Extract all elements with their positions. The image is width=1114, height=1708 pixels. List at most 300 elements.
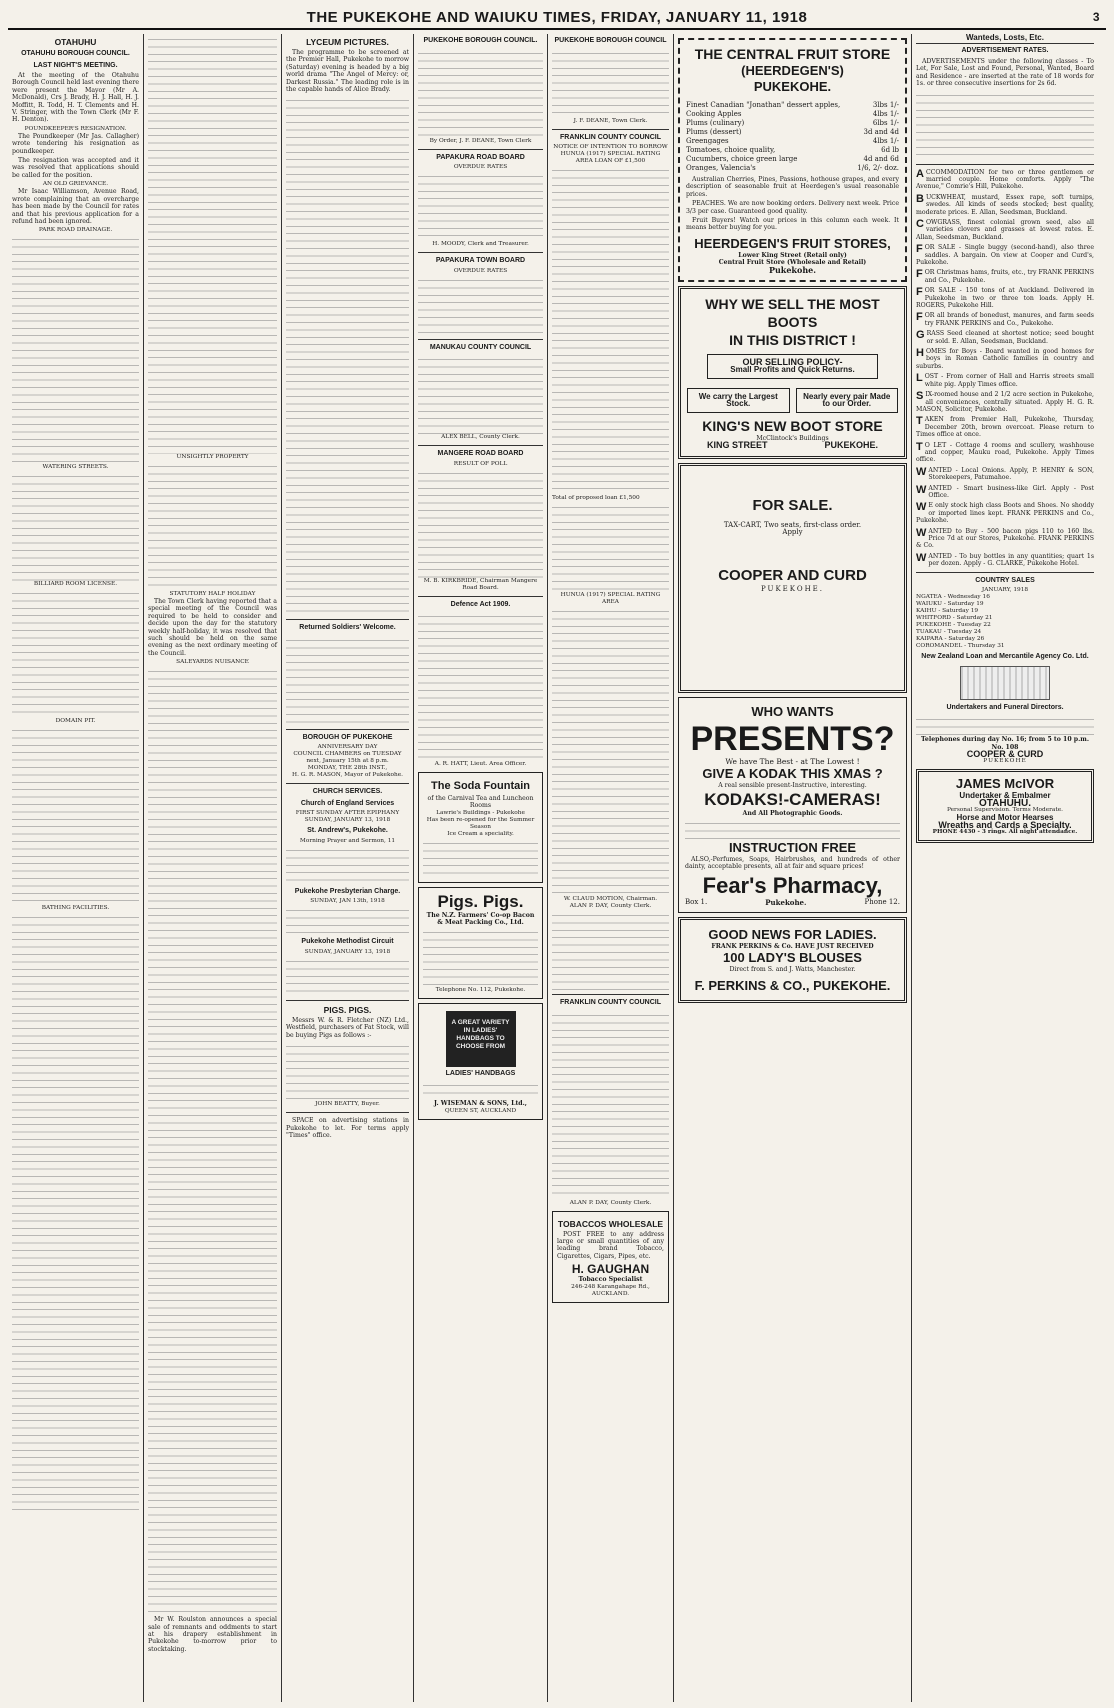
notice-heading: MANGERE ROAD BOARD (437, 450, 524, 457)
instruction-headline: INSTRUCTION FREE (728, 839, 857, 855)
classified-text: CCOMMODATION for two or three gentlemen or married couple. Home comforts. Apply "The Avenue," Comrie's Hill, Pukekohe. (916, 168, 1094, 191)
pigs-company: The N.Z. Farmers' Co-op Bacon & Meat Packing Co., Ltd. (426, 911, 535, 927)
pharmacy-ad (678, 697, 907, 913)
classified-ad (916, 312, 1094, 327)
presents-headline: PRESENTS? (690, 719, 895, 758)
article-paragraph: The Poundkeeper (Mr Jas. Callagher) wrote tendering his resignation as poundkeeper. (12, 132, 139, 155)
fruit-store-ad (678, 38, 907, 282)
classified-text: O LET - Cottage 4 rooms and scullery, washhouse and copper, Mauku road, Pukekohe. Apply Times office. (916, 441, 1094, 464)
country-sale-item: KAIPARA - Saturday 26 (916, 636, 985, 643)
mcivor-ad (916, 769, 1094, 843)
mcivor-wreaths: Wreaths and Cards a Specialty. (938, 819, 1072, 830)
subheading: UNSIGHTLY PROPERTY (176, 454, 249, 460)
country-sale-item: NGATEA - Wednesday 16 (916, 594, 990, 601)
kodak-text: A real sensible present-Instructive, interesting. (718, 781, 867, 789)
classified-ad (916, 502, 1094, 524)
masthead (8, 6, 1106, 30)
fruit-price: 6d lb (881, 146, 899, 154)
body-text-filler (423, 1080, 538, 1100)
country-sale-item: PUKEKOHE - Tuesday 22 (916, 622, 991, 629)
divider (418, 596, 543, 597)
classified-text: ANTED to Buy - 500 bacon pigs 110 to 160 lbs. Price 7d at our Stores, Pukekohe. FRANK PERKINS & Co. (916, 527, 1094, 550)
masthead-title: THE PUKEKOHE AND WAIUKU TIMES, FRIDAY, JANUARY 11, 1918 (306, 8, 808, 26)
columns (8, 34, 1106, 1702)
classified-ad (916, 269, 1094, 284)
divider (418, 252, 543, 253)
blouses-source: Direct from S. and J. Watts, Manchester. (729, 966, 856, 974)
boots-town: PUKEKOHE. (824, 440, 878, 451)
kodak-headline: GIVE A KODAK THIS XMAS ? (702, 765, 883, 781)
sale-apply: Apply (782, 527, 803, 536)
divider (552, 994, 669, 995)
classified-initial: W (916, 483, 927, 496)
mcivor-town: OTAHUHU. (978, 797, 1032, 809)
classified-ad (916, 528, 1094, 550)
subheading: AN OLD GRIEVANCE. (42, 181, 109, 188)
notice-subheading: RESULT OF POLL (453, 460, 508, 467)
fruit-name: Oranges, Valencia's (686, 164, 756, 172)
classified-initial: A (916, 167, 924, 180)
notice-heading: MANUKAU COUNTY COUNCIL (429, 343, 532, 351)
body-text-filler (418, 275, 543, 335)
notice-heading: Defence Act 1909. (450, 600, 511, 608)
notice-signature: H. MOODY, Clerk and Treasurer. (432, 241, 529, 247)
boots-headline: WHY WE SELL THE MOST BOOTS (705, 296, 880, 331)
tobacco-text: POST FREE to any address large or small quantities of any leading brand Tobacco, Cigarettes, Cigars, Pipes, etc. (557, 1230, 664, 1260)
divider (552, 129, 669, 130)
fruit-name: Plums (dessert) (686, 128, 742, 136)
classified-ad (916, 348, 1094, 370)
boots-policy (707, 354, 878, 379)
body-text-filler (552, 606, 669, 896)
body-text-filler (286, 845, 409, 885)
notice-signature: By Order, J. F. DEANE, Town Clerk (429, 137, 532, 144)
notice-heading: PUKEKOHE BOROUGH COUNCIL (554, 37, 667, 44)
divider (286, 619, 409, 620)
sale-heading: FOR SALE. (752, 496, 833, 514)
body-text-filler (552, 910, 669, 990)
article-paragraph: The Town Clerk having reported that a special meeting of the Council was required to be held to consider and decide upon the day for the statutory weekly half-holiday, it was resolved that such should be held on the same evening as the next ordinary meeting of the Council. (148, 598, 277, 657)
fruit-name: Tomatoes, choice quality, (686, 146, 776, 154)
tobacco-specialist: Tobacco Specialist (578, 1276, 643, 1284)
fruit-price-row (686, 155, 899, 164)
country-sale-item: KAIHU - Saturday 19 (916, 608, 979, 615)
article-paragraph: Messrs W. & R. Fletcher (NZ) Ltd., Westfield, purchasers of Fat Stock, will be buying Pigs as follows :- (286, 1016, 409, 1039)
classified-initial: C (916, 217, 924, 230)
mcivor-phone: PHONE 4430 - 3 rings. All night attendance. (932, 828, 1078, 835)
blouses-headline: GOOD NEWS FOR LADIES. (708, 926, 877, 942)
fruit-address: Central Fruit Store (Wholesale and Retail) (718, 259, 867, 267)
tobacco-address: 246-248 Karangahape Rd., AUCKLAND. (571, 1283, 650, 1297)
body-text-filler (12, 234, 139, 464)
council-heading: OTAHUHU BOROUGH COUNCIL. (21, 50, 130, 57)
divider (418, 445, 543, 446)
cameras-sub: And All Photographic Goods. (742, 810, 843, 818)
fruit-buyers: Fruit Buyers! Watch our prices in this column each week. It means better buying for you. (686, 217, 899, 232)
body-text-filler (418, 171, 543, 241)
boots-policy-title: OUR SELLING POLICY- (742, 357, 843, 368)
subheading: BATHING FACILITIES. (41, 905, 110, 912)
notice-heading: PAPAKURA TOWN BOARD (435, 257, 526, 264)
boots-policy-text: Small Profits and Quick Returns. (730, 365, 855, 375)
church-sub-heading: Church of England Services (300, 799, 395, 807)
subheading: STATUTORY HALF HOLIDAY (169, 591, 256, 597)
body-text-filler (685, 818, 900, 840)
subheading: POUNDKEEPER'S RESIGNATION. (24, 125, 127, 132)
body-text-filler (286, 905, 409, 935)
classified-initial: T (916, 415, 923, 428)
loan-total: Total of proposed loan £1,500 (552, 495, 640, 501)
pharmacy-town: Pukekohe. (765, 897, 807, 907)
notice-heading: FRANKLIN COUNTY COUNCIL (560, 999, 661, 1006)
classified-initial: F (916, 311, 923, 324)
blouses-count: 100 LADY'S BLOUSES (723, 950, 862, 966)
pharmacy-phone: Phone 12. (864, 897, 900, 906)
classified-initial: F (916, 268, 923, 281)
country-sale-item: COROMANDEL - Thursday 31 (916, 643, 1005, 650)
classified-initial: H (916, 347, 924, 360)
pigs-ad (418, 887, 543, 999)
notice-subheading: NOTICE OF INTENTION TO BORROW (553, 144, 668, 150)
notice-subheading: OVERDUE RATES (453, 164, 508, 170)
handbag-illustration (446, 1011, 516, 1067)
soda-line: of the Carnival Tea and Luncheon Rooms (427, 795, 534, 810)
tobacco-name: H. GAUGHAN (571, 1262, 650, 1277)
fruit-name: Cooking Apples (686, 110, 742, 118)
classified-initial: W (916, 465, 927, 478)
body-text-filler (12, 588, 139, 718)
body-text-filler (552, 502, 669, 592)
fruit-price-list (686, 101, 899, 173)
body-text-filler (916, 714, 1094, 736)
soda-line: Has been re-opened for the Summer Season (426, 816, 535, 830)
classified-initial: W (916, 501, 927, 514)
divider (418, 339, 543, 340)
fruit-name: Cucumbers, choice green large (686, 155, 798, 163)
boot-store-ad (678, 286, 907, 458)
church-sub-heading: St. Andrew's, Pukekohe. (307, 827, 388, 835)
classified-list (916, 169, 1094, 568)
country-sales-date: JANUARY, 1918 (981, 587, 1029, 594)
body-text-filler (423, 838, 538, 878)
boots-store-name: KING'S NEW BOOT STORE (702, 417, 883, 434)
body-text-filler (418, 48, 543, 138)
body-text-filler (418, 468, 543, 578)
notice-signature: M. B. KIRKBRIDE, Chairman Mangere Road Board. (423, 577, 538, 591)
presents-also: ALSO,-Perfumes, Soaps, Hairbrushes, and hundreds of other dainty, acceptable presents, all at fair and square prices! (685, 855, 900, 871)
notice-signature: W. CLAUD MOTION, Chairman. (563, 896, 658, 902)
boots-headline: IN THIS DISTRICT ! (729, 332, 856, 349)
pigs-phone: Telephone No. 112, Pukekohe. (435, 986, 526, 993)
body-text-filler (12, 912, 139, 1512)
classified-initial: T (916, 440, 923, 453)
fruit-name: Finest Canadian "Jonathan" dessert apples, (686, 101, 841, 109)
soda-heading: The Soda Fountain (431, 780, 530, 792)
classifieds-header: Wanteds, Losts, Etc. (916, 34, 1094, 44)
notice-heading: PUKEKOHE BOROUGH COUNCIL. (423, 37, 538, 44)
body-text-filler (552, 1010, 669, 1200)
boots-street: KING STREET (707, 440, 768, 451)
soda-fountain-ad (418, 772, 543, 883)
fruit-name: Plums (culinary) (686, 119, 745, 127)
column-continuation (144, 34, 282, 1702)
classified-ad (916, 553, 1094, 568)
country-sales-list (916, 594, 1094, 650)
otahuhu-heading: OTAHUHU (54, 37, 97, 47)
classified-text: ANTED - To buy bottles in any quantities; quart 1s per dozen. Apply - G. CLARKE, Pukekohe Hotel. (928, 552, 1094, 568)
for-sale-ad (678, 463, 907, 693)
boots-building: McClintock's Buildings (756, 434, 829, 442)
hearse-illustration (960, 666, 1050, 700)
classified-text: OR Christmas hams, fruits, etc., try FRANK PERKINS and Co., Pukekohe. (924, 269, 1094, 284)
body-text-filler (418, 354, 543, 434)
classified-text: IX-roomed house and 2 1/2 acre section in Pukekohe, all conveniences, centrally situated. Apply H. G. R. MASON, Solicitor, Pukekohe. (916, 391, 1094, 413)
notice-line: SUNDAY, JAN 13th, 1918 (310, 898, 385, 905)
presents-question: WHO WANTS (751, 703, 834, 719)
notice-line: SUNDAY, JANUARY 13, 1918 (304, 948, 391, 955)
column-otahuhu (8, 34, 144, 1702)
classified-text: OR SALE - Single buggy (second-hand), also three saddles. A bargain. On view at Cooper and Curd's, Pukekohe. (916, 244, 1094, 266)
divider (916, 572, 1094, 573)
undertakers-name: COOPER & CURD (966, 748, 1044, 759)
fruit-price: 4lbs 1/- (872, 137, 899, 145)
classified-ad (916, 416, 1094, 438)
undertakers-phone: Telephones during day No. 16; from 5 to 10 p.m. No. 108 (921, 736, 1089, 751)
body-text-filler (286, 1041, 409, 1101)
fruit-subtitle: (HEERDEGEN'S) (741, 63, 844, 78)
notice-heading: PAPAKURA ROAD BOARD (436, 153, 525, 161)
mcivor-terms: Personal Supervision. Terms Moderate. (946, 807, 1063, 814)
classified-initial: B (916, 192, 924, 205)
classified-text: OWGRASS, finest colonial grown seed, also all varieties clovers and grasses at lowest rates. E. Allan, Seedsman, Buckland. (916, 218, 1094, 241)
fruit-price-row (686, 128, 899, 137)
column-display-ads (674, 34, 912, 1702)
classified-ad (916, 467, 1094, 482)
classified-initial: L (916, 372, 923, 385)
classified-ad (916, 244, 1094, 266)
column-lyceum (282, 34, 414, 1702)
body-text-filler (286, 95, 409, 615)
body-text-filler (423, 927, 538, 987)
sale-seller: COOPER AND CURD (718, 567, 867, 585)
notice-line: COUNCIL CHAMBERS on TUESDAY next, January 15th at 8 p.m. (293, 751, 402, 765)
classified-ad (916, 442, 1094, 464)
classified-text: OR all brands of bonedust, manures, and farm seeds try FRANK PERKINS and Co., Pukekohe. (924, 312, 1094, 327)
tobacco-heading: TOBACCOS WHOLESALE (557, 1218, 664, 1229)
fruit-price: 4lbs 1/- (872, 110, 899, 118)
divider (286, 1000, 409, 1001)
country-sale-item: TUAKAU - Tuesday 24 (916, 629, 982, 636)
pharmacy-box: Box 1. (685, 897, 708, 906)
handbag-illustration-text: A GREAT VARIETY IN LADIES' HANDBAGS TO CHOOSE FROM (451, 1018, 510, 1050)
body-text-filler (286, 635, 409, 725)
article-paragraph: At the meeting of the Otahuhu Borough Council held last evening there were present the Mayor (Mr A. McDonald), Crs J. Brady, H. J. Hall, H. J. Moffitt, R. Todd, H. T. Clements and H. V. Stringer, with the Town Clerk (Mr F. H. Denton). (12, 72, 139, 124)
classified-text: ANTED - Local Onions. Apply, P. HENRY & SON, Storekeepers, Patumahoe. (928, 466, 1094, 482)
classified-ad (916, 194, 1094, 216)
undertakers-heading: Undertakers and Funeral Directors. (946, 703, 1064, 711)
body-text-filler (148, 34, 277, 454)
fruit-price-row (686, 146, 899, 155)
page-number: 3 (1092, 10, 1100, 24)
notice-subheading: HUNUA (1917) SPECIAL RATING AREA (560, 592, 661, 605)
adv-rates-body: ADVERTISEMENTS under the following classes - To Let, For Sale, Lost and Found, Personal, Wanted, Board and Residence - are inserted at the rate of 18 words for 1s. or three consecutive insertions for 2s 6d. (916, 57, 1094, 88)
fruit-price-row (686, 119, 899, 128)
tobacco-ad (552, 1211, 669, 1303)
fruit-stores-title: HEERDEGEN'S FRUIT STORES, (694, 235, 891, 251)
classified-initial: S (916, 390, 924, 403)
classified-ad (916, 219, 1094, 241)
article-paragraph: Mr Isaac Williamson, Avenue Road, wrote complaining that an overcharge has been made by the Council for rates and that his previous application for a refund had been ignored. (12, 188, 139, 225)
body-text-filler (12, 725, 139, 905)
borough-heading: BOROUGH OF PUKEKOHE (302, 733, 393, 741)
mcivor-name: JAMES McIVOR (955, 776, 1055, 792)
divider (418, 149, 543, 150)
church-heading: CHURCH SERVICES. (312, 788, 383, 796)
blouses-store: F. PERKINS & CO., PUKEKOHE. (694, 977, 891, 993)
cameras-headline: KODAKS!-CAMERAS! (704, 790, 881, 810)
notice-line: ANNIVERSARY DAY (317, 744, 378, 751)
boots-stock: We carry the Largest Stock. (687, 388, 790, 413)
church-sub-heading: Pukekohe Methodist Circuit (301, 938, 394, 946)
country-sale-item: WHITFORD - Saturday 21 (916, 615, 993, 622)
soldiers-heading: Returned Soldiers' Welcome. (299, 624, 396, 632)
notice-line: FIRST SUNDAY AFTER EPIPHANY (295, 810, 400, 817)
pigs-heading: PIGS. PIGS. (323, 1004, 372, 1015)
boots-order: Nearly every pair Made to our Order. (796, 388, 899, 413)
classified-ad (916, 485, 1094, 500)
notice-signature: ALAN P. DAY, County Clerk. (569, 1199, 652, 1206)
classified-ad (916, 391, 1094, 413)
divider (286, 1112, 409, 1113)
soda-line: Ice Cream a speciality. (447, 830, 514, 837)
soda-line: Lawrie's Buildings - Pukekohe (436, 809, 525, 816)
presents-tagline: We have The Best - at The Lowest ! (725, 756, 860, 766)
divider (286, 783, 409, 784)
classified-text: OR SALE - 150 tons of at Auckland. Delivered in Pukekohe in two or three ton loads. Apply H. ROGERS, Pukekohe Hill. (916, 287, 1094, 310)
country-sales-heading: COUNTRY SALES (975, 576, 1035, 584)
notice-signature: J. F. DEANE, Town Clerk. (573, 117, 648, 124)
fruit-address: Lower King Street (Retail only) (738, 251, 847, 259)
divider (286, 729, 409, 730)
adv-rates-heading: ADVERTISEMENT RATES. (961, 47, 1049, 55)
classified-text: OST - From corner of Hall and Harris streets small white pig. Apply Times office. (924, 373, 1094, 388)
classified-initial: G (916, 329, 925, 342)
church-sub-heading: Pukekohe Presbyterian Charge. (294, 887, 401, 895)
pigs-headline: Pigs. Pigs. (437, 891, 524, 911)
handbags-address: QUEEN ST, AUCKLAND (444, 1107, 517, 1114)
fruit-price: 3d and 4d (863, 128, 899, 136)
notice-line: Morning Prayer and Sermon, 11 (299, 837, 396, 844)
body-text-filler (148, 666, 277, 1616)
notice-heading: FRANKLIN COUNTY COUNCIL (560, 133, 661, 141)
fruit-price-row (686, 101, 899, 110)
divider (916, 164, 1094, 165)
subheading: SALEYARDS NUISANCE (176, 659, 249, 666)
country-sale-item: WAIUKU - Saturday 19 (916, 601, 984, 608)
fruit-peaches: PEACHES. We are now booking orders. Delivery next week. Price 3/3 per case. Guaranteed good quality. (686, 200, 899, 215)
classified-ad (916, 169, 1094, 191)
body-text-filler (286, 956, 409, 996)
notice-signature: H. G. R. MASON, Mayor of Pukekohe. (292, 772, 403, 779)
classified-initial: W (916, 526, 927, 539)
classified-initial: W (916, 551, 927, 564)
notice-subheading: OVERDUE RATES (453, 267, 508, 274)
classified-text: OMES for Boys - Board wanted in good homes for boys in Roman Catholic families in country and suburbs. (916, 348, 1094, 370)
fruit-note: Australian Cherries, Pines, Passions, hothouse grapes, and every description of seasonable fruit at Heerdegen's usual reasonable prices. (686, 176, 899, 198)
classified-ad (916, 373, 1094, 388)
subheading: DOMAIN PIT. (55, 718, 96, 725)
fruit-price: 4d and 6d (863, 155, 899, 163)
article-paragraph: The resignation was accepted and it was resolved that applications should be called for the position. (12, 157, 139, 179)
classified-text: ANTED - Smart business-like Girl. Apply - Post Office. (928, 484, 1094, 499)
body-text-filler (916, 90, 1094, 160)
fruit-town: PUKEKOHE. (753, 79, 832, 94)
fruit-price: 1/6, 2/- doz. (857, 164, 899, 172)
space-notice: SPACE on advertising stations in Pukekohe to let. For terms apply "Times" office. (286, 1117, 409, 1139)
mcivor-hearses: Horse and Motor Hearses (956, 813, 1054, 823)
mcivor-trade: Undertaker & Embalmer (959, 791, 1051, 801)
article-paragraph: The programme to be screened at the Premier Hall, Pukekohe to morrow (Saturday) evening is headed by a big world drama "The Angel of Mercy: or, Darkest Russia." The leading role is in the capable hands of Alice Brady. (286, 49, 409, 94)
body-text-filler (148, 461, 277, 591)
classified-initial: F (916, 286, 923, 299)
handbags-ad (418, 1003, 543, 1120)
blouses-ad (678, 917, 907, 1003)
classified-text: AKEN from Premier Hall, Pukekohe, Thursday, December 20th, brown overcoat. Please return to Times office at once. (916, 416, 1094, 439)
body-text-filler (552, 165, 669, 495)
classified-text: E only stock high class Boots and Shoes. No shoddy or imported lines kept. FRANK PERKINS and Co., Pukekohe. (916, 502, 1094, 525)
notice-subheading: HUNUA (1917) SPECIAL RATING AREA LOAN OF £1,500 (560, 151, 661, 164)
handbags-heading: LADIES' HANDBAGS (445, 1069, 516, 1077)
fruit-title: THE CENTRAL FRUIT STORE (694, 46, 891, 62)
fruit-price-row (686, 164, 899, 173)
classified-text: RASS Seed cleaned at shortest notice; seed bought or sold. E. Allan, Seedsman, Buckland. (926, 330, 1094, 345)
nz-loan-heading: New Zealand Loan and Mercantile Agency Co. Ltd. (921, 653, 1089, 661)
subheading: PARK ROAD DRAINAGE. (38, 227, 113, 234)
classified-text: UCKWHEAT, mustard, Essex rape, soft turnips, swedes. All kinds of seeds stocked; best quality, moderate prices. E. Allan, Seedsman, Buckland. (916, 193, 1094, 216)
body-text-filler (12, 471, 139, 581)
classified-ad (916, 287, 1094, 309)
notice-signature: ALAN P. DAY, County Clerk. (569, 903, 652, 909)
sale-town: PUKEKOHE. (760, 585, 825, 594)
fruit-address: Pukekohe. (768, 264, 817, 275)
notice-signature: A. R. HATT, Lieut. Area Officer. (434, 761, 527, 767)
blouses-intro: FRANK PERKINS & Co. HAVE JUST RECEIVED (711, 942, 874, 950)
pharmacy-name: Fear's Pharmacy, (702, 872, 883, 898)
fruit-price-row (686, 110, 899, 119)
body-text-filler (552, 48, 669, 118)
notice-signature: ALEX BELL, County Clerk. (441, 434, 520, 440)
body-text-filler (418, 611, 543, 761)
handbags-company: J. WISEMAN & SONS, Ltd., (434, 1100, 527, 1108)
lyceum-heading: LYCEUM PICTURES. (306, 37, 389, 47)
article-paragraph: Mr W. Roulston announces a special sale of remnants and oddments to start at his drapery establishment in Pukekohe to-morrow prior to stocktaking. (148, 1616, 277, 1653)
meeting-heading: LAST NIGHT'S MEETING. (33, 61, 118, 69)
column-classifieds (912, 34, 1098, 1702)
notice-line: MONDAY, THE 28th INST., (307, 765, 388, 772)
fruit-price: 6lbs 1/- (872, 119, 899, 127)
subheading: WATERING STREETS. (42, 464, 109, 471)
undertakers-town: PUKEKOHE (983, 758, 1027, 765)
subheading: BILLIARD ROOM LICENSE. (33, 581, 118, 588)
notice-signature: JOHN BEATTY, Buyer. (315, 1101, 380, 1108)
column-notices-b (548, 34, 674, 1702)
sale-item: TAX-CART, Two seats, first-class order. (723, 520, 862, 529)
column-notices-a (414, 34, 548, 1702)
fruit-price-row (686, 137, 899, 146)
notice-line: SUNDAY, JANUARY 13, 1918 (304, 817, 391, 824)
classified-ad (916, 330, 1094, 345)
fruit-name: Greengages (686, 137, 729, 145)
